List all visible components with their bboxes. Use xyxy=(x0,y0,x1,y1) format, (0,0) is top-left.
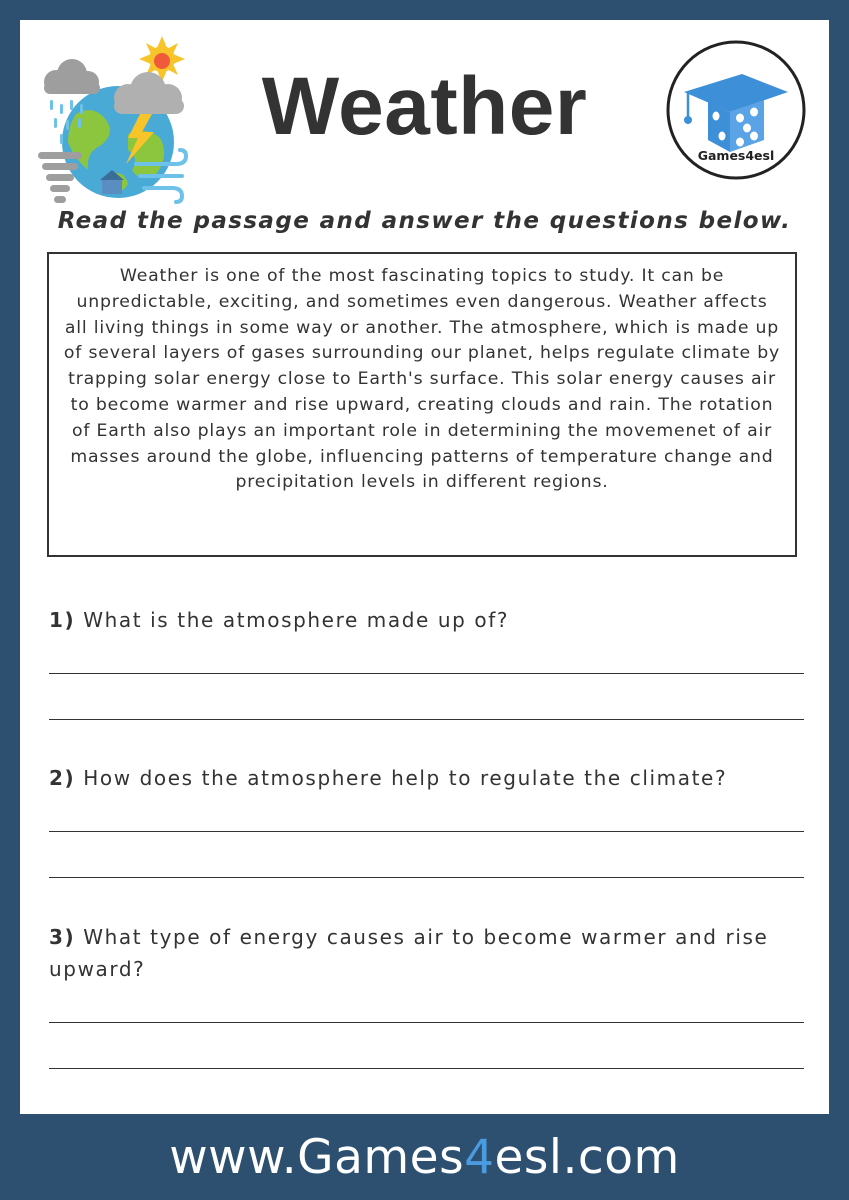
passage-text: Weather is one of the most fascinating topics to study. It can be unpredictable, exciting, and sometimes even dangerous. Weather affects all living things in some way or another. The atmosphere, which is made up of several layers of gases surrounding our planet, helps regulate climate by trapping solar energy close to Earth's surface. This solar energy causes air to become warmer and rise upward, creating clouds and rain. The rotation of Earth also plays an important role in determining the movemenet of air masses around the globe, influencing patterns of temperature change and precipitation levels in different regions. xyxy=(63,266,781,493)
answer-line[interactable] xyxy=(49,831,804,832)
answer-line[interactable] xyxy=(49,719,804,720)
passage-box xyxy=(47,252,797,557)
question-number: 3) xyxy=(49,925,76,949)
answer-line[interactable] xyxy=(49,877,804,878)
footer-url-suffix: esl.com xyxy=(494,1130,680,1185)
answer-line[interactable] xyxy=(49,673,804,674)
question-1 xyxy=(49,604,799,636)
footer-url[interactable] xyxy=(0,1130,849,1185)
question-number: 1) xyxy=(49,608,76,632)
question-text: How does the atmosphere help to regulate the climate? xyxy=(83,766,728,790)
instruction-text: Read the passage and answer the questions below. xyxy=(57,208,792,234)
question-2 xyxy=(49,762,799,794)
answer-line[interactable] xyxy=(49,1068,804,1069)
question-3 xyxy=(49,921,799,985)
question-text: What type of energy causes air to become warmer and rise upward? xyxy=(49,925,769,981)
games4esl-logo xyxy=(666,40,806,180)
footer-url-prefix: www.Games xyxy=(169,1130,465,1185)
page-title: Weather xyxy=(261,61,588,152)
question-number: 2) xyxy=(49,766,76,790)
answer-line[interactable] xyxy=(49,1022,804,1023)
worksheet-page xyxy=(20,20,829,1114)
logo-text: Games4esl xyxy=(697,148,775,163)
footer-url-accent: 4 xyxy=(464,1130,495,1185)
question-text: What is the atmosphere made up of? xyxy=(83,608,510,632)
